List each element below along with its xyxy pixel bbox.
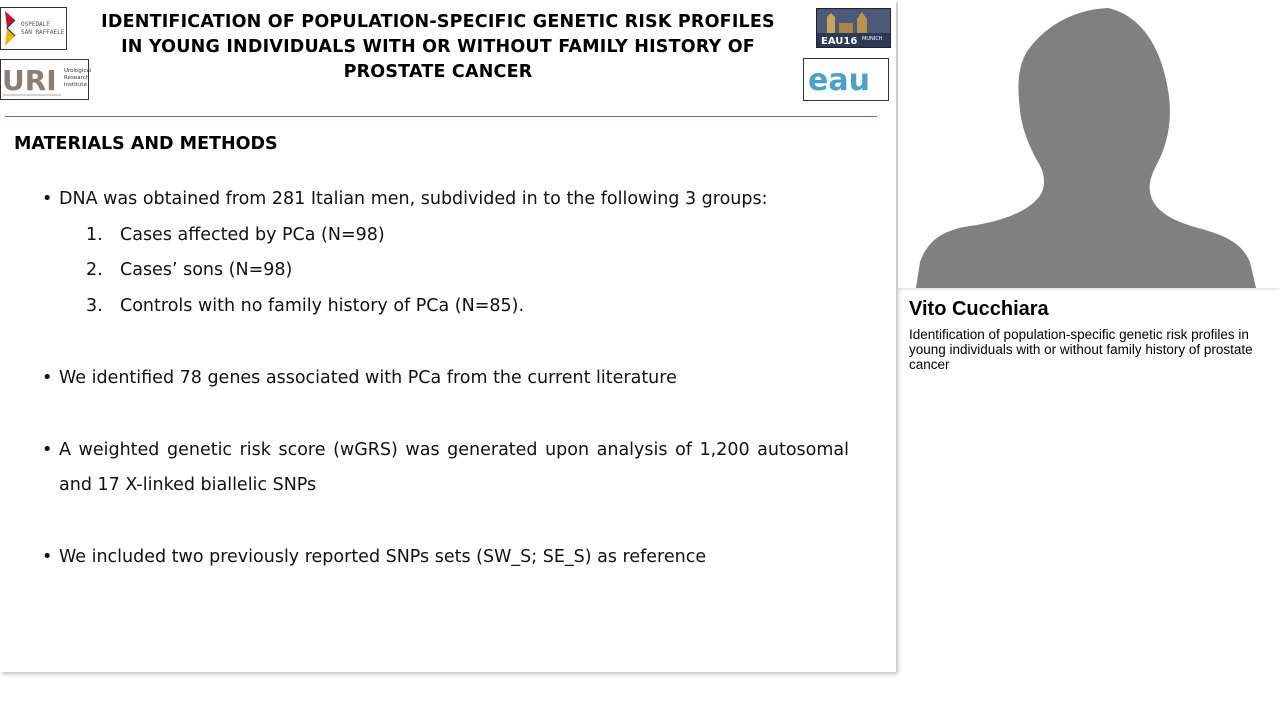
- slide-title-line: IN YOUNG INDIVIDUALS WITH OR WITHOUT FAMILY HISTORY OF: [121, 37, 755, 57]
- slide-title-line: IDENTIFICATION OF POPULATION-SPECIFIC GENETIC RISK PROFILES: [101, 12, 775, 32]
- numbered-item: [86, 253, 292, 288]
- bullet-item: [42, 182, 768, 217]
- svg-text:eau: eau: [808, 63, 870, 98]
- bullet-item: [42, 361, 677, 396]
- hospital-logo-mark-icon: [1, 8, 66, 49]
- uri-logo: [0, 59, 92, 100]
- bullet-dot-icon: •: [42, 189, 53, 209]
- person-silhouette-icon: [898, 0, 1280, 288]
- bullet-text: DNA was obtained from 281 Italian men, subdivided in to the following 3 groups:: [59, 189, 768, 209]
- svg-text:Urological: Urological: [64, 68, 92, 74]
- svg-text:MUNICH: MUNICH: [862, 36, 883, 42]
- item-number: 1.: [86, 225, 103, 245]
- slide-title-line: PROSTATE CANCER: [343, 62, 533, 82]
- title-divider: [5, 116, 877, 117]
- hospital-logo: [0, 7, 67, 50]
- eau16-logo-mark-icon: [817, 9, 890, 47]
- item-text: Cases affected by PCa (N=98): [120, 225, 385, 245]
- bullet-text: We identified 78 genes associated with PCa from the current literature: [59, 368, 677, 388]
- slide-title: [80, 10, 796, 85]
- bullet-text: A weighted genetic risk score (wGRS) was generated upon analysis of 1,200 autosomal and 17 X-linked biallelic SNPs: [59, 440, 849, 495]
- svg-text:SAN RAFFAELE: SAN RAFFAELE: [21, 29, 65, 36]
- eau-logo: [803, 58, 889, 101]
- eau16-congress-logo: [816, 8, 891, 48]
- eau-logo-mark-icon: [804, 59, 888, 100]
- bullet-item: [42, 540, 707, 575]
- talk-title: Identification of population-specific genetic risk profiles in young individuals with or without family history of prostate cancer: [909, 327, 1253, 372]
- uri-logo-mark-icon: [1, 60, 92, 99]
- bullet-dot-icon: •: [42, 547, 53, 567]
- bullet-dot-icon: •: [42, 440, 53, 460]
- item-text: Cases’ sons (N=98): [120, 260, 293, 280]
- section-heading: MATERIALS AND METHODS: [14, 134, 278, 154]
- numbered-item: [86, 289, 524, 324]
- svg-text:Institute: Institute: [64, 82, 87, 88]
- speaker-name: Vito Cucchiara: [909, 298, 1049, 320]
- svg-text:EAU16: EAU16: [821, 36, 858, 47]
- item-number: 2.: [86, 260, 103, 280]
- bullet-item: [42, 433, 849, 503]
- svg-text:OSPEDALE: OSPEDALE: [21, 21, 50, 28]
- item-number: 3.: [86, 296, 103, 316]
- bullet-dot-icon: •: [42, 368, 53, 388]
- svg-text:URI: URI: [2, 64, 57, 97]
- numbered-item: [86, 218, 385, 253]
- speaker-photo-placeholder: [898, 0, 1280, 288]
- item-text: Controls with no family history of PCa (N=85).: [120, 296, 525, 316]
- bullet-text: We included two previously reported SNPs sets (SW_S; SE_S) as reference: [59, 547, 707, 567]
- svg-text:Research: Research: [64, 75, 90, 81]
